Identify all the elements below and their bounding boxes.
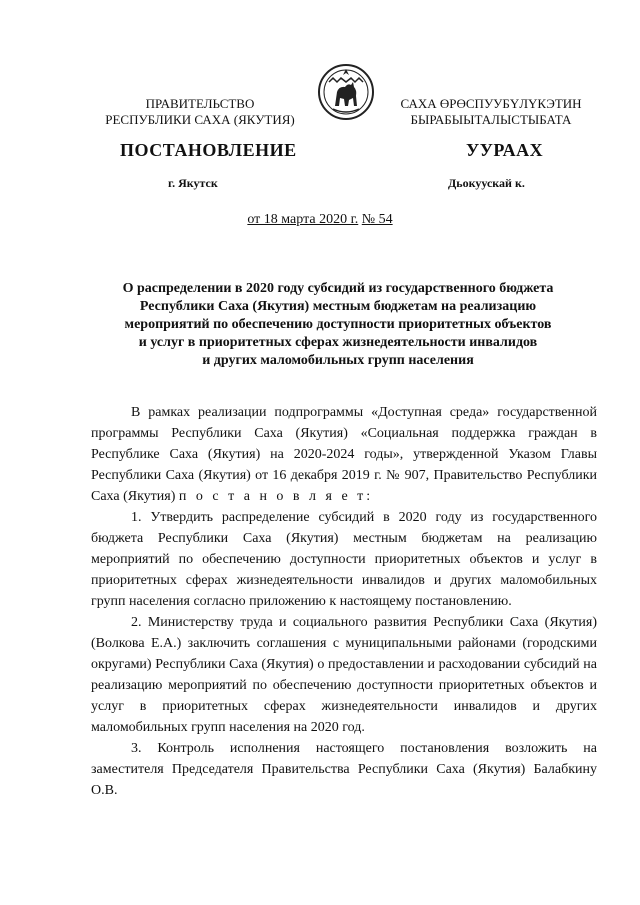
decree-body (91, 402, 597, 801)
decree-number: № 54 (361, 212, 393, 227)
city-yakut: Дьокуускай к. (448, 176, 525, 190)
left-organization-name (102, 96, 298, 128)
right-org-line-2: БЫРАБЫЫТАЛЫСТЫБАТА (410, 112, 572, 127)
coat-of-arms-emblem (317, 62, 375, 122)
intro-decree-word: п о с т а н о в л я е т: (178, 489, 374, 504)
left-org-line-2: РЕСПУБЛИКИ САХА (ЯКУТИЯ) (105, 112, 295, 127)
title-line-4: и услуг в приоритетных сферах жизнедеятельности инвалидов (138, 335, 538, 350)
title-line-1: О распределении в 2020 году субсидий из государственного бюджета (122, 281, 554, 296)
document-type-yakut: УУРААХ (466, 140, 544, 160)
right-organization-name (384, 96, 598, 128)
item-1-paragraph: 1. Утвердить распределение субсидий в 2020 году из государственного бюджета Республики Саха (Якутия) местным бюджетам на реализацию мероприятий по обеспечению доступности приоритетных объектов и услуг в приоритетных сферах жизнедеятельности инвалидов и других маломобильных групп населения согласно приложению к настоящему постановлению. (91, 510, 597, 609)
item-3-paragraph: 3. Контроль исполнения настоящего постановления возложить на заместителя Председателя Правительства Республики Саха (Якутия) Балабкину О.В. (91, 741, 597, 798)
item-2-paragraph: 2. Министерству труда и социального развития Республики Саха (Якутия) (Волкова Е.А.) заключить соглашения с муниципальными районами (городскими округами) Республики Саха (Якутия) о предоставлении и расходовании субсидий на реализацию мероприятий по обеспечению доступности приоритетных объектов и услуг в приоритетных сферах жизнедеятельности инвалидов и других маломобильных групп населения на 2020 год. (91, 615, 597, 735)
title-line-5: и других маломобильных групп населения (202, 353, 474, 368)
intro-paragraph (91, 402, 597, 507)
right-org-line-1: САХА ӨРӨСПУУБҮЛҮКЭТИН (400, 96, 582, 111)
decree-date-number (0, 212, 640, 228)
decree-date: от 18 марта 2020 г. (247, 212, 359, 227)
decree-title (98, 280, 578, 370)
intro-text: В рамках реализации подпрограммы «Доступная среда» государственной программы Республики Саха (Якутия) «Социальная поддержка граждан в Республике Саха (Якутия) на 2020-2024 годы», утвержденной Указом Главы Республики Саха (Якутия) от 16 декабря 2019 г. № 907, Правительство Республики Саха (Якутия) (91, 405, 597, 504)
title-line-2: Республики Саха (Якутия) местным бюджетам на реализацию (139, 299, 537, 314)
title-line-3: мероприятий по обеспечению доступности приоритетных объектов (124, 317, 552, 332)
document-type-russian: ПОСТАНОВЛЕНИЕ (120, 140, 297, 160)
left-org-line-1: ПРАВИТЕЛЬСТВО (145, 96, 255, 111)
city-russian: г. Якутск (168, 176, 218, 190)
